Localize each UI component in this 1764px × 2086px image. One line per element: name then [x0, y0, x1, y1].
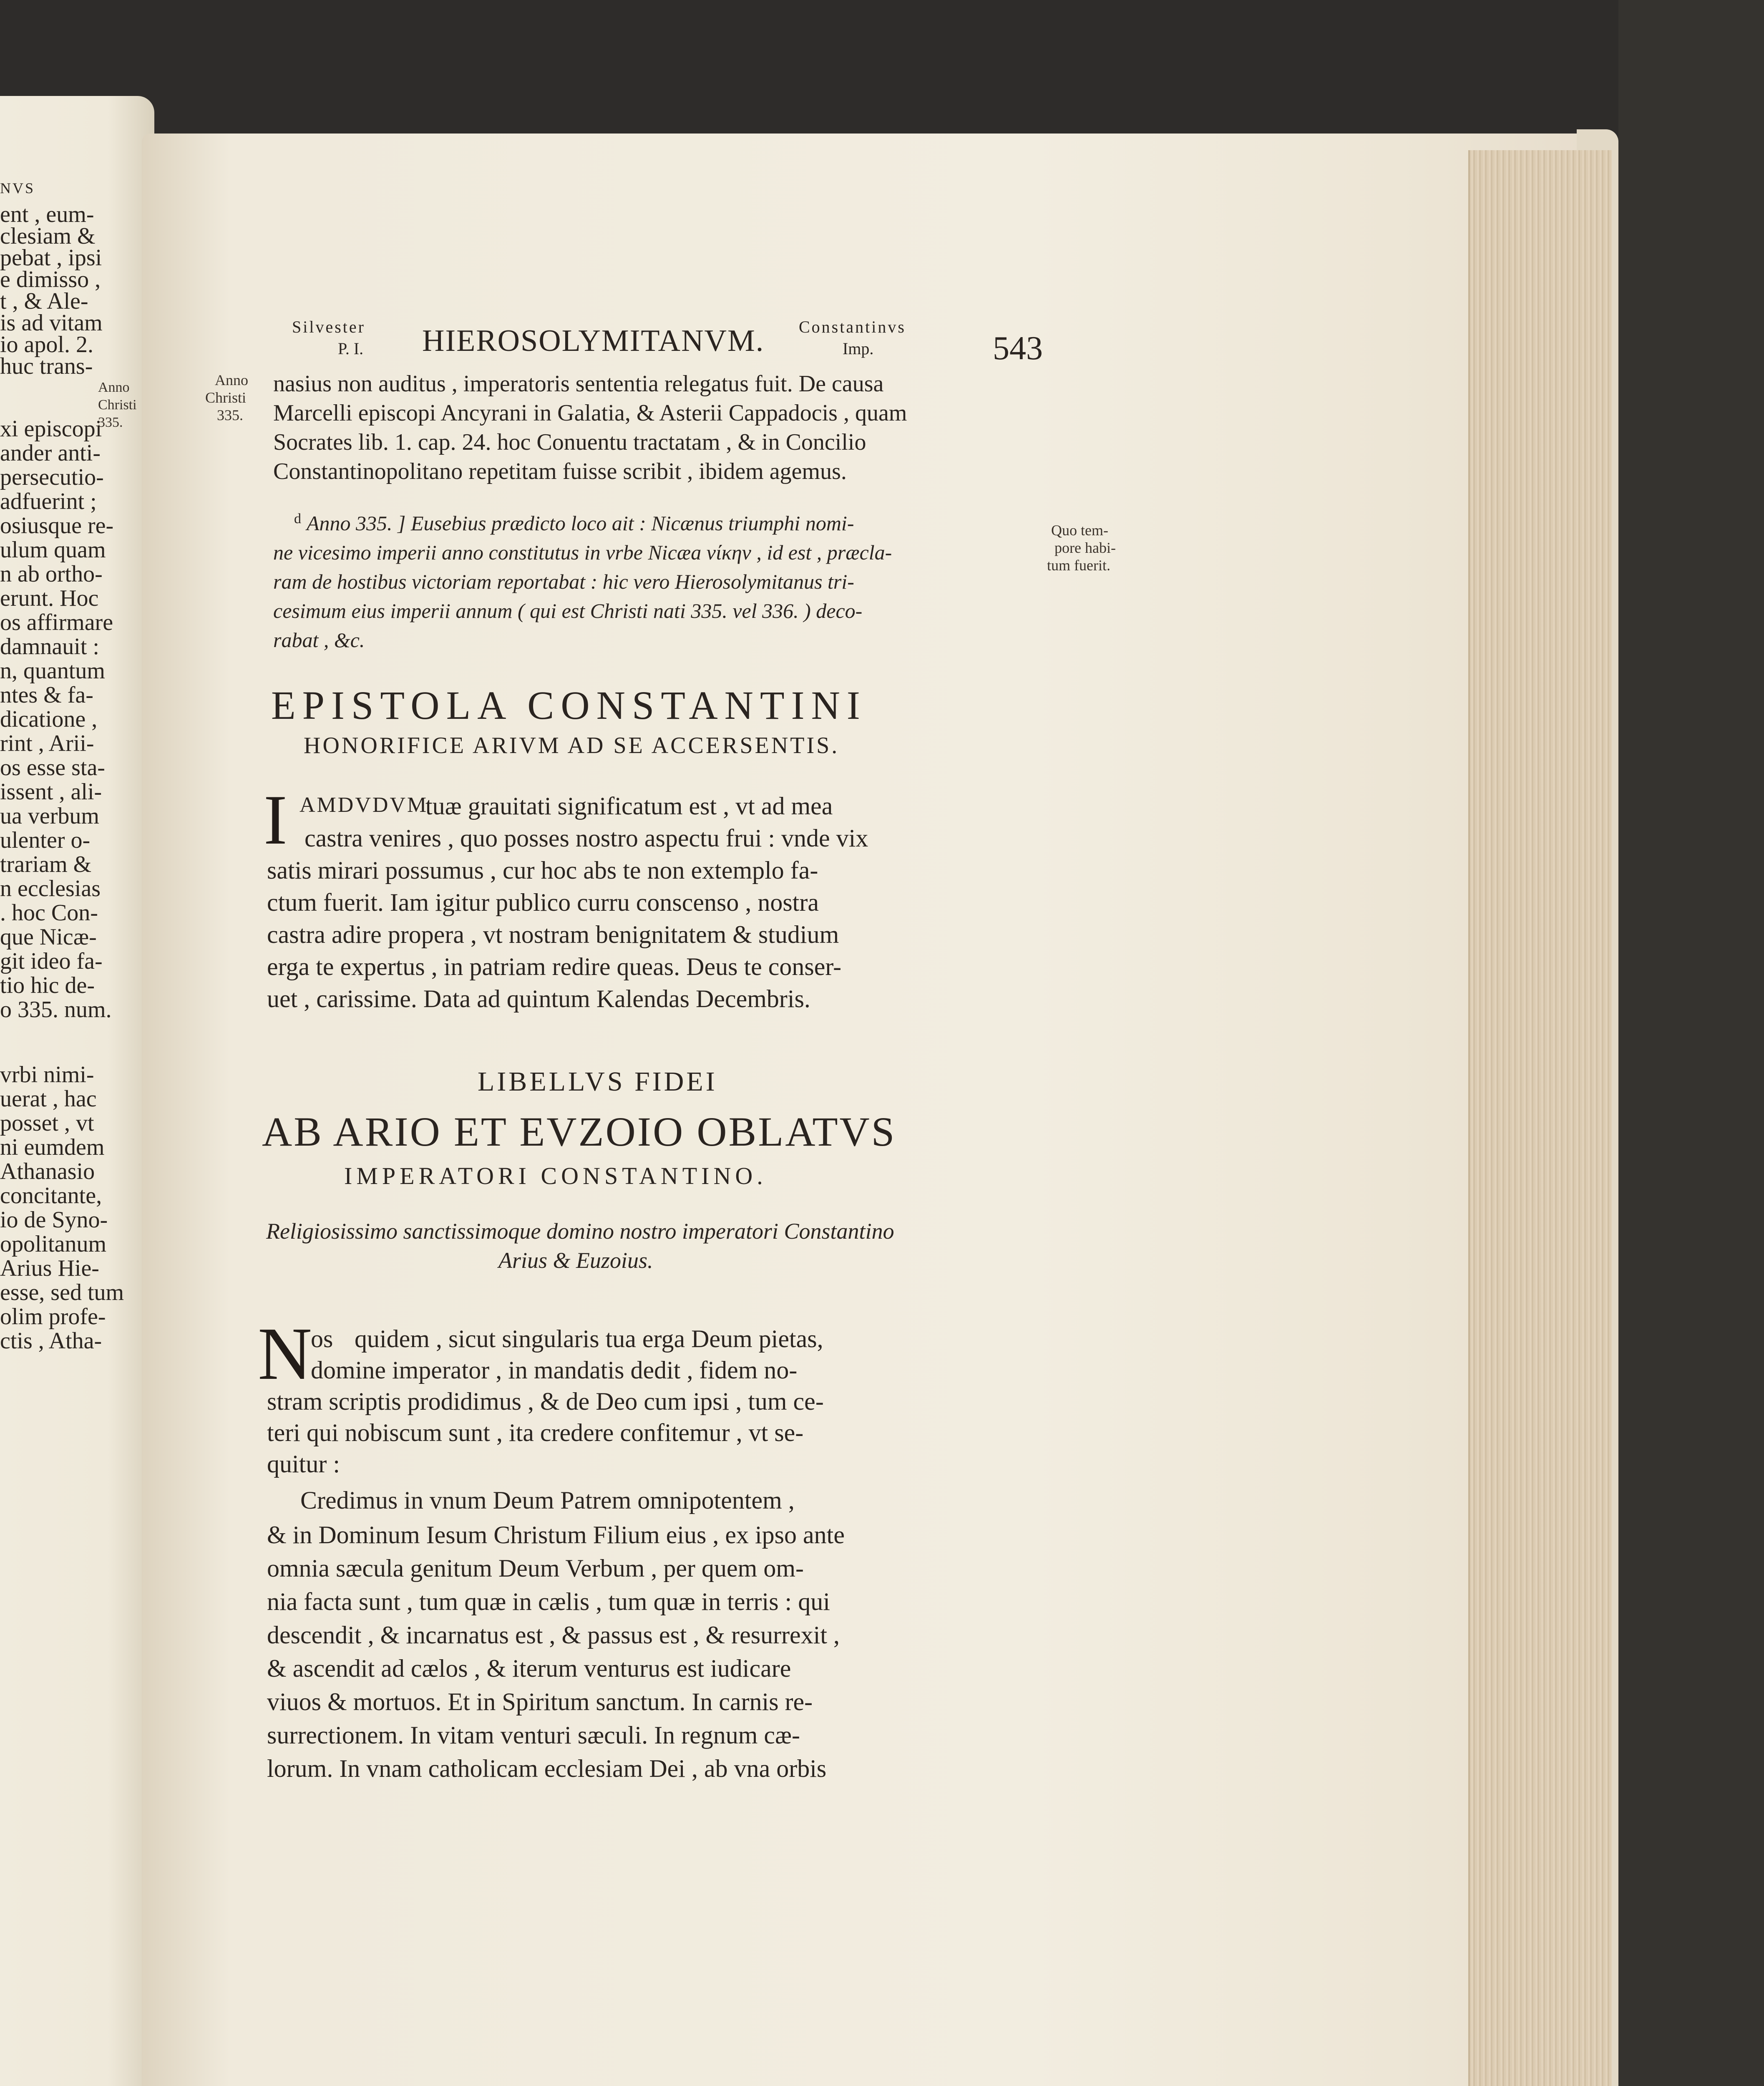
- note-d-line: ram de hostibus victoriam reportabat : hic vero Hierosolymitanus tri-: [273, 570, 854, 593]
- note-d-line: Anno 335. ] Eusebius prædicto loco ait : Nicænus triumphi nomi-: [307, 511, 854, 535]
- libellus-drop-cap: N: [258, 1312, 312, 1395]
- left-page-line: ntes & fa-: [0, 682, 93, 708]
- epistola-line: castra adire propera , vt nostram benignitatem & studium: [267, 921, 839, 948]
- left-page-line: os esse sta-: [0, 755, 105, 781]
- left-page-line: . hoc Con-: [0, 900, 98, 926]
- libellus-line: Credimus in vnum Deum Patrem omnipotentem ,: [300, 1486, 795, 1514]
- epistola-first-word: AMDVDVM: [299, 793, 428, 817]
- left-page-line: ua verbum: [0, 803, 99, 829]
- left-page-line: ulenter o-: [0, 827, 91, 853]
- libellus-title-3: IMPERATORI CONSTANTINO.: [344, 1162, 767, 1189]
- left-page-line: issent , ali-: [0, 779, 102, 805]
- libellus-line: teri qui nobiscum sunt , ita credere confitemur , vt se-: [267, 1419, 804, 1446]
- left-page-line: ulum quam: [0, 537, 106, 563]
- facing-left-page: [0, 96, 154, 2086]
- note-line: nasius non auditus , imperatoris sententia relegatus fuit. De causa: [273, 371, 884, 397]
- left-page-line: opolitanum: [0, 1231, 107, 1257]
- libellus-dedication-1: Religiosissimo sanctissimoque domino nostro imperatori Constantino: [266, 1219, 894, 1244]
- left-page-line: huc trans-: [0, 353, 93, 379]
- libellus-line: descendit , & incarnatus est , & passus est , & resurrexit ,: [267, 1621, 840, 1649]
- left-page-line: adfuerint ;: [0, 489, 97, 514]
- left-page-line: t , & Ale-: [0, 288, 88, 314]
- header-center: HIEROSOLYMITANVM.: [422, 324, 765, 358]
- left-page-line: io de Syno-: [0, 1207, 108, 1233]
- left-page-line: n, quantum: [0, 658, 105, 684]
- left-page-line: Athanasio: [0, 1159, 95, 1184]
- left-page-line: clesiam &: [0, 223, 96, 249]
- libellus-first-word: os: [311, 1325, 333, 1353]
- note-d-line: cesimum eius imperii annum ( qui est Christi nati 335. vel 336. ) deco-: [273, 599, 863, 622]
- libellus-line: stram scriptis prodidimus , & de Deo cum ipsi , tum ce-: [267, 1388, 824, 1415]
- note-d-line: rabat , &c.: [273, 628, 365, 652]
- left-page-line: que Nicæ-: [0, 924, 97, 950]
- left-page-line: Arius Hie-: [0, 1255, 99, 1281]
- note-line: Constantinopolitano repetitam fuisse scribit , ibidem agemus.: [273, 459, 847, 484]
- left-side-note-1: Anno: [98, 380, 130, 395]
- left-page-line: e dimisso ,: [0, 267, 101, 292]
- margin-right-1: Quo tem-: [1051, 522, 1108, 539]
- margin-year: 335.: [217, 407, 243, 423]
- epistola-title: EPISTOLA CONSTANTINI: [271, 683, 867, 728]
- left-page-line: NVS: [0, 180, 35, 197]
- note-line: Marcelli episcopi Ancyrani in Galatia, & Asterii Cappadocis , quam: [273, 400, 907, 426]
- page-block-edge: [1468, 150, 1612, 2086]
- left-page-line: n ab ortho-: [0, 561, 103, 587]
- libellus-line: lorum. In vnam catholicam ecclesiam Dei , ab vna orbis: [267, 1755, 827, 1782]
- header-left-bottom: P. I.: [338, 339, 364, 358]
- libellus-line: omnia sæcula genitum Deum Verbum , per quem om-: [267, 1554, 804, 1582]
- left-page-line: osiusque re-: [0, 513, 114, 539]
- epistola-line: ctum fuerit. Iam igitur publico curru conscenso , nostra: [267, 889, 819, 916]
- epistola-line: uet , carissime. Data ad quintum Kalendas Decembris.: [267, 985, 810, 1013]
- left-page-line: esse, sed tum: [0, 1280, 124, 1305]
- left-page-line: olim profe-: [0, 1304, 106, 1330]
- libellus-dedication-2: Arius & Euzoius.: [498, 1248, 653, 1273]
- header-right-bottom: Imp.: [843, 339, 874, 358]
- left-page-line: io apol. 2.: [0, 332, 93, 358]
- libellus-title-1: LIBELLVS FIDEI: [478, 1066, 717, 1097]
- left-page-line: pebat , ipsi: [0, 245, 102, 271]
- margin-christi: Christi: [205, 389, 247, 406]
- libellus-line: quitur :: [267, 1450, 340, 1478]
- left-side-note-2: Christi: [98, 397, 137, 413]
- libellus-line: nia facta sunt , tum quæ in cælis , tum quæ in terris : qui: [267, 1588, 830, 1615]
- left-page-line: persecutio-: [0, 464, 104, 490]
- left-page-line: ni eumdem: [0, 1134, 105, 1160]
- libellus-line: domine imperator , in mandatis dedit , fidem no-: [311, 1356, 798, 1384]
- epistola-line: erga te expertus , in patriam redire queas. Deus te conser-: [267, 953, 842, 980]
- left-page-line: n ecclesias: [0, 876, 101, 902]
- left-page-line: tio hic de-: [0, 972, 95, 998]
- left-page-line: concitante,: [0, 1183, 102, 1209]
- libellus-line: viuos & mortuos. Et in Spiritum sanctum. In carnis re-: [267, 1688, 813, 1716]
- left-page-line: ent , eum-: [0, 202, 94, 227]
- left-page-line: ctis , Atha-: [0, 1328, 102, 1354]
- left-page-line: erunt. Hoc: [0, 585, 99, 611]
- note-line: Socrates lib. 1. cap. 24. hoc Conuentu tractatam , & in Concilio: [273, 429, 866, 455]
- dark-background-top: [0, 0, 1764, 138]
- header-left-top: Silvester: [292, 317, 365, 336]
- dark-background-right: [1618, 0, 1764, 2086]
- left-page-line: trariam &: [0, 852, 92, 877]
- libellus-line: surrectionem. In vitam venturi sæculi. In regnum cæ-: [267, 1721, 800, 1749]
- libellus-line: & ascendit ad cælos , & iterum venturus est iudicare: [267, 1655, 791, 1682]
- left-page-line: rint , Arii-: [0, 731, 94, 756]
- left-page-line: xi episcopi: [0, 416, 102, 442]
- margin-right-3: tum fuerit.: [1047, 557, 1110, 574]
- epistola-line: tuæ grauitati significatum est , vt ad mea: [425, 792, 833, 820]
- margin-anno: Anno: [215, 372, 248, 388]
- left-side-note-3: 335.: [98, 415, 123, 430]
- left-page-line: dicatione ,: [0, 706, 98, 732]
- page-number: 543: [993, 330, 1043, 367]
- note-d-mark: d: [294, 511, 301, 527]
- epistola-drop-cap: I: [264, 781, 287, 859]
- left-page-line: os affirmare: [0, 610, 113, 635]
- margin-right-2: pore habi-: [1054, 539, 1116, 556]
- epistola-subtitle: HONORIFICE ARIVM AD SE ACCERSENTIS.: [304, 733, 840, 758]
- left-page-line: vrbi nimi-: [0, 1062, 94, 1088]
- libellus-line: quidem , sicut singularis tua erga Deum pietas,: [355, 1325, 823, 1353]
- left-page-line: uerat , hac: [0, 1086, 97, 1112]
- left-page-line: o 335. num.: [0, 997, 112, 1023]
- left-page-line: posset , vt: [0, 1110, 94, 1136]
- epistola-line: satis mirari possumus , cur hoc abs te non extemplo fa-: [267, 857, 818, 884]
- left-page-line: damnauit :: [0, 634, 99, 660]
- libellus-title-2: AB ARIO ET EVZOIO OBLATVS: [262, 1109, 896, 1155]
- left-page-line: is ad vitam: [0, 310, 103, 336]
- left-page-line: git ideo fa-: [0, 948, 103, 974]
- libellus-line: & in Dominum Iesum Christum Filium eius , ex ipso ante: [267, 1521, 845, 1549]
- note-d-line: ne vicesimo imperii anno constitutus in vrbe Nicæa νίκην , id est , præcla-: [273, 541, 892, 564]
- left-page-line: ander anti-: [0, 440, 101, 466]
- header-right-top: Constantinvs: [799, 317, 906, 336]
- epistola-line: castra venires , quo posses nostro aspectu frui : vnde vix: [304, 824, 868, 852]
